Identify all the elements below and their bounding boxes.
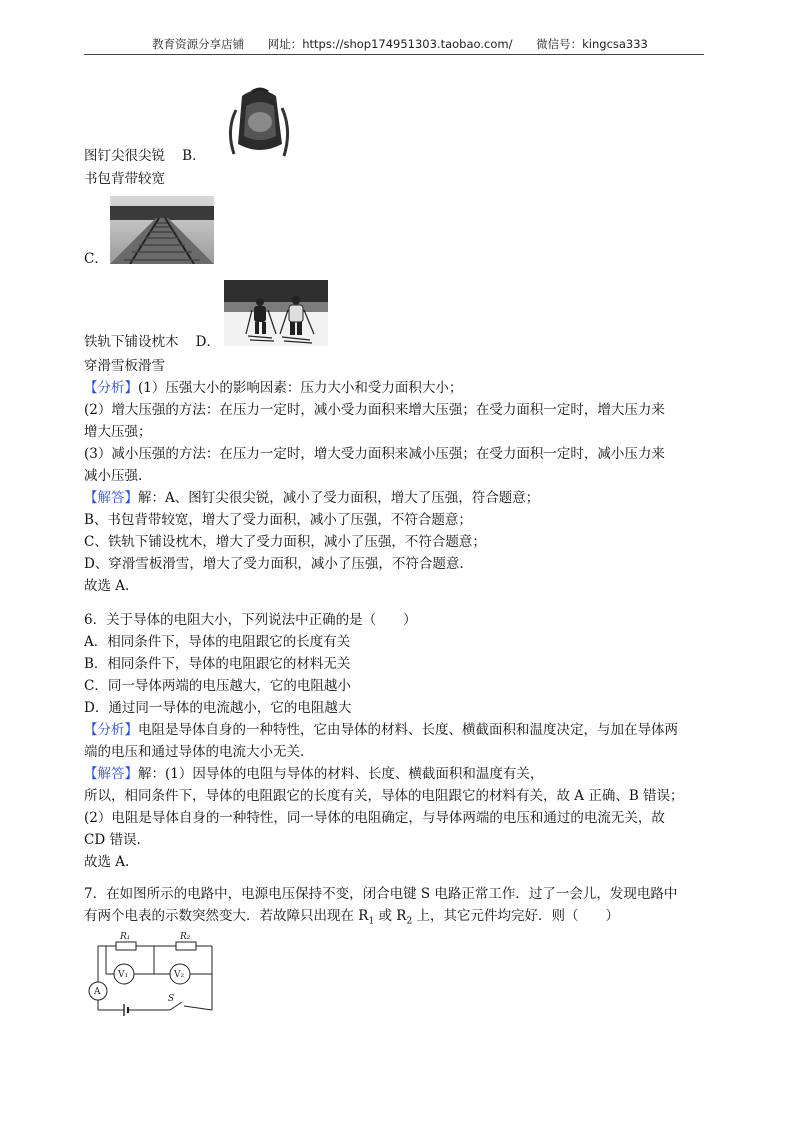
railway-image — [110, 196, 214, 264]
q6-analysis-text-1: 电阻是导体自身的一种特性，它由导体的材料、长度、横截面积和温度决定，与加在导体两 — [138, 722, 678, 738]
label-v1: V₁ — [118, 970, 129, 980]
analysis-tag: 【分析】 — [84, 380, 138, 396]
q5-analysis-text-1: (1）压强大小的影响因素：压力大小和受力面积大小； — [138, 380, 463, 396]
q6-option-b: B．相同条件下，导体的电阻跟它的材料无关 — [84, 656, 351, 672]
q6-option-d: D．通过同一导体的电流越小，它的电阻越大 — [84, 700, 352, 716]
resistor-r1 — [116, 942, 136, 950]
q5-analysis-text-2: (2）增大压强的方法：在压力一定时，减小受力面积来增大压强；在受力面积一定时，增大压力来 — [84, 402, 665, 418]
option-c-continuation — [84, 332, 220, 352]
q7-stem-line-1: 7．在如图所示的电路中，电源电压保持不变，闭合电键 S 电路正常工作．过了一会儿，发现电路中 — [84, 886, 678, 902]
q6-answer-text-1: 解：(1）因导体的电阻与导体的材料、长度、横截面积和温度有关， — [138, 766, 544, 782]
label-ammeter: A — [94, 987, 101, 997]
option-c-letter: C． — [84, 251, 108, 267]
shop-url[interactable]: 网址：https://shop174951303.taobao.com/ — [267, 37, 513, 51]
answer-tag: 【解答】 — [84, 766, 138, 782]
q6-stem: 6．关于导体的电阻大小，下列说法中正确的是（ ） — [84, 612, 417, 628]
analysis-tag: 【分析】 — [84, 722, 138, 738]
option-b-text: 书包背带较宽 — [84, 171, 165, 187]
q6-answer-text-4: CD 错误. — [84, 832, 141, 848]
label-r2: R₂ — [180, 932, 191, 942]
q5-analysis-text-5: 减小压强. — [84, 468, 143, 484]
q6-analysis-line-1 — [84, 720, 678, 740]
q6-analysis-text-2: 端的电压和通过导体的电流大小无关. — [84, 744, 305, 760]
r1-subscript: 1 — [368, 916, 375, 927]
option-d-text: 穿滑雪板滑雪 — [84, 358, 165, 374]
label-v2: V₂ — [174, 970, 185, 980]
label-r1: R₁ — [120, 932, 131, 942]
skiing-image — [224, 280, 328, 346]
q6-answer-line-1 — [84, 764, 543, 784]
page-header — [0, 36, 800, 52]
q6-answer-text-2: 所以，相同条件下，导体的电阻跟它的长度有关，导体的电阻跟它的材料有关，故 A 正确、B 错误； — [84, 788, 684, 804]
wechat-id: 微信号：kingcsa333 — [536, 37, 648, 51]
q5-answer-text-5: 故选 A. — [84, 578, 130, 594]
q7-stem-pre: 有两个电表的示数突然变大．若故障只出现在 R — [84, 908, 369, 924]
q6-option-c: C．同一导体两端的电压越大，它的电阻越小 — [84, 678, 351, 694]
r2-subscript: 2 — [406, 916, 413, 927]
q5-analysis-text-3: 增大压强； — [84, 424, 152, 440]
q5-analysis-text-4: (3）减小压强的方法：在压力一定时，增大受力面积来减小压强；在受力面积一定时，减小压力来 — [84, 446, 665, 462]
q7-stem-post: 上，其它元件均完好．则（ ） — [412, 908, 619, 924]
q6-answer-text-5: 故选 A. — [84, 854, 130, 870]
answer-tag: 【解答】 — [84, 490, 138, 506]
q7-stem-mid: 或 R — [374, 908, 407, 924]
resistor-r2 — [176, 942, 196, 950]
option-a-text: 图钉尖很尖锐 — [84, 148, 165, 164]
label-switch: S — [168, 994, 175, 1004]
shop-name: 教育资源分享店铺 — [152, 37, 245, 51]
q6-answer-text-3: (2）电阻是导体自身的一种特性，同一导体的电阻确定，与导体两端的电压和通过的电流无关，故 — [84, 810, 665, 826]
q5-answer-text-3: C、铁轨下铺设枕木，增大了受力面积，减小了压强，不符合题意； — [84, 534, 486, 550]
q6-option-a: A．相同条件下，导体的电阻跟它的长度有关 — [84, 634, 351, 650]
q5-answer-text-4: D、穿滑雪板滑雪，增大了受力面积，减小了压强，不符合题意. — [84, 556, 464, 572]
circuit-diagram — [84, 928, 224, 1020]
q5-analysis-line-1 — [84, 378, 462, 398]
q5-answer-line-1 — [84, 488, 539, 508]
q5-answer-text-2: B、书包背带较宽，增大了受力面积，减小了压强，不符合题意； — [84, 512, 472, 528]
q5-answer-text-1: 解：A、图钉尖很尖锐，减小了受力面积，增大了压强，符合题意； — [138, 490, 540, 506]
option-d-letter: D． — [195, 334, 220, 350]
header-rule — [84, 54, 704, 55]
option-b-letter: B． — [182, 148, 206, 164]
backpack-image — [222, 86, 296, 162]
option-a-continuation — [84, 146, 206, 166]
option-c-text: 铁轨下铺设枕木 — [84, 334, 179, 350]
